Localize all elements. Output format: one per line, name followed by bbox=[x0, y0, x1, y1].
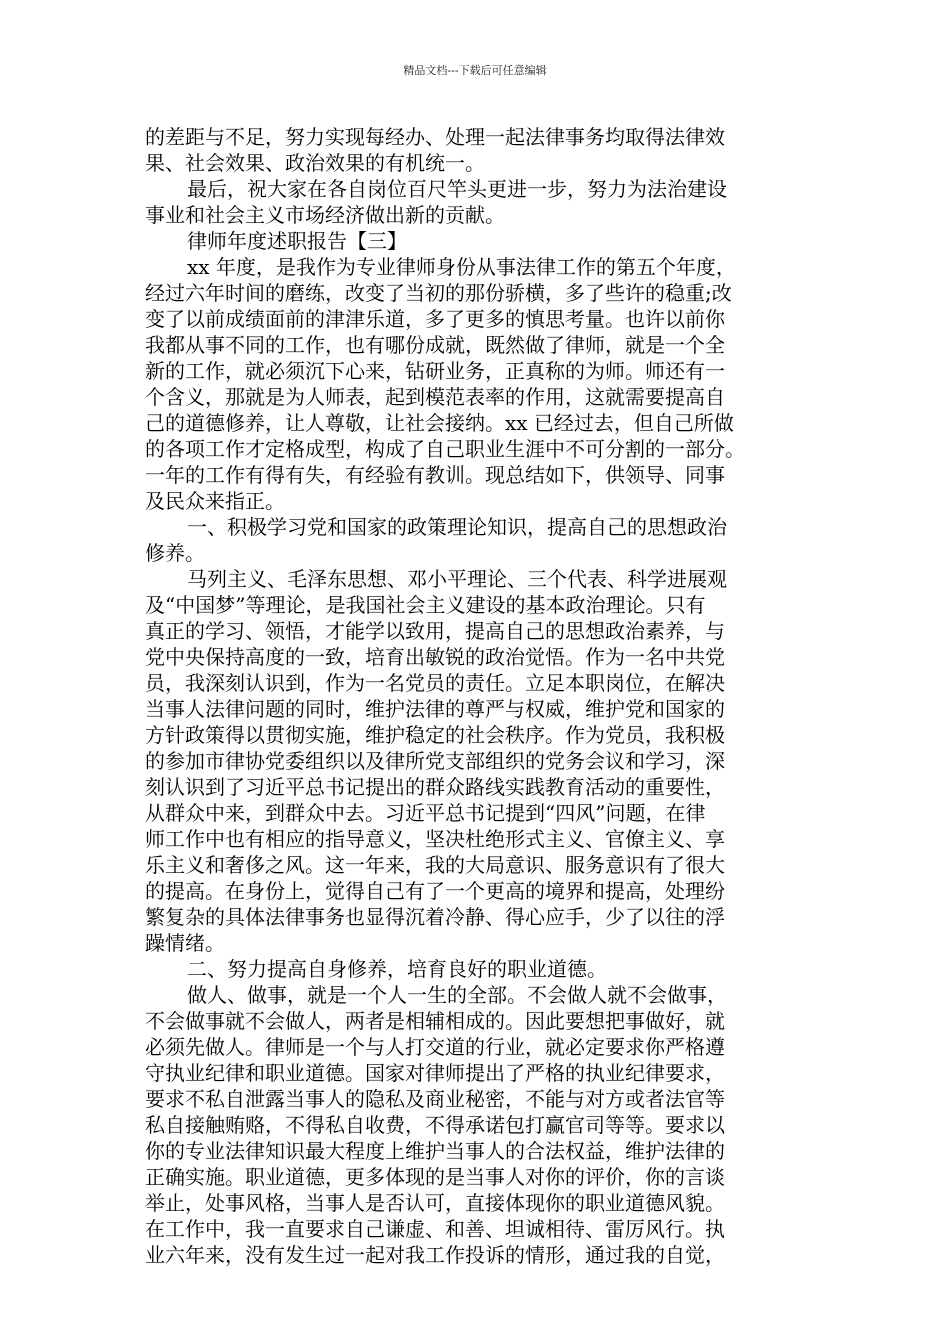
text-line: 的各项工作才定格成型，构成了自己职业生涯中不可分割的一部分。 bbox=[145, 437, 745, 461]
text-line: 马列主义、毛泽东思想、邓小平理论、三个代表、科学进展观 bbox=[187, 567, 727, 591]
text-line: 做人、做事，就是一个人一生的全部。不会做人就不会做事， bbox=[187, 983, 727, 1007]
text-line: 律师年度述职报告【三】 bbox=[187, 229, 407, 253]
text-line: 己的道德修养，让人尊敬，让社会接纳。xx 已经过去，但自己所做 bbox=[145, 411, 734, 435]
text-line: 必须先做人。律师是一个与人打交道的行业，就必定要求你严格遵 bbox=[145, 1035, 725, 1059]
text-line: 不会做事就不会做人，两者是相辅相成的。因此要想把事做好，就 bbox=[145, 1009, 725, 1033]
text-line: 从群众中来，到群众中去。习近平总书记提到“四风”问题，在律 bbox=[145, 801, 706, 825]
text-line: 刻认识到了习近平总书记提出的群众路线实践教育活动的重要性， bbox=[145, 775, 725, 799]
text-line: 当事人法律问题的同时，维护法律的尊严与权威，维护党和国家的 bbox=[145, 697, 725, 721]
page-header: 精品文档---下载后可任意编辑 bbox=[403, 64, 547, 77]
text-line: 党中央保持高度的一致，培育出敏锐的政治觉悟。作为一名中共党 bbox=[145, 645, 725, 669]
text-line: 在工作中，我一直要求自己谦虚、和善、坦诚相待、雷厉风行。执 bbox=[145, 1217, 725, 1241]
text-line: 举止，处事风格，当事人是否认可，直接体现你的职业道德风貌。 bbox=[145, 1191, 725, 1215]
text-line: 的参加市律协党委组织以及律所党支部组织的党务会议和学习，深 bbox=[145, 749, 725, 773]
text-line: 变了以前成绩面前的津津乐道，多了更多的慎思考量。也许以前你 bbox=[145, 307, 725, 331]
text-line: 的差距与不足，努力实现每经办、处理一起法律事务均取得法律效 bbox=[145, 125, 725, 149]
text-line: 修养。 bbox=[145, 541, 205, 565]
text-line: 正确实施。职业道德，更多体现的是当事人对你的评价，你的言谈 bbox=[145, 1165, 725, 1189]
text-line: 守执业纪律和职业道德。国家对律师提出了严格的执业纪律要求， bbox=[145, 1061, 725, 1085]
text-line: 二、努力提高自身修养，培育良好的职业道德。 bbox=[187, 957, 607, 981]
text-line: 员，我深刻认识到，作为一名党员的责任。立足本职岗位，在解决 bbox=[145, 671, 725, 695]
text-line: 要求不私自泄露当事人的隐私及商业秘密，不能与对方或者法官等 bbox=[145, 1087, 725, 1111]
text-line: 方针政策得以贯彻实施，维护稳定的社会秩序。作为党员，我积极 bbox=[145, 723, 725, 747]
text-line: 真正的学习、领悟，才能学以致用，提高自己的思想政治素养，与 bbox=[145, 619, 725, 643]
text-line: 私自接触贿赂，不得私自收费，不得承诺包打赢官司等等。要求以 bbox=[145, 1113, 725, 1137]
text-line: 繁复杂的具体法律事务也显得沉着冷静、得心应手，少了以往的浮 bbox=[145, 905, 725, 929]
text-line: xx 年度，是我作为专业律师身份从事法律工作的第五个年度， bbox=[187, 255, 736, 279]
text-line: 新的工作，就必须沉下心来，钻研业务，正真称的为师。师还有一 bbox=[145, 359, 725, 383]
text-line: 乐主义和奢侈之风。这一年来，我的大局意识、服务意识有了很大 bbox=[145, 853, 725, 877]
text-line: 业六年来，没有发生过一起对我工作投诉的情形，通过我的自觉， bbox=[145, 1243, 725, 1267]
text-line: 最后，祝大家在各自岗位百尺竿头更进一步，努力为法治建设 bbox=[187, 177, 727, 201]
text-line: 及“中国梦”等理论，是我国社会主义建设的基本政治理论。只有 bbox=[145, 593, 706, 617]
text-line: 个含义，那就是为人师表，起到模范表率的作用，这就需要提高自 bbox=[145, 385, 725, 409]
text-line: 及民众来指正。 bbox=[145, 489, 285, 513]
text-line: 一年的工作有得有失，有经验有教训。现总结如下，供领导、同事 bbox=[145, 463, 725, 487]
text-line: 的提高。在身份上，觉得自己有了一个更高的境界和提高，处理纷 bbox=[145, 879, 725, 903]
document-body bbox=[145, 124, 835, 1268]
text-line: 一、积极学习党和国家的政策理论知识，提高自己的思想政治 bbox=[187, 515, 727, 539]
text-line: 师工作中也有相应的指导意义，坚决杜绝形式主义、官僚主义、享 bbox=[145, 827, 725, 851]
text-line: 你的专业法律知识最大程度上维护当事人的合法权益，维护法律的 bbox=[145, 1139, 725, 1163]
text-line: 果、社会效果、政治效果的有机统一。 bbox=[145, 151, 485, 175]
text-line: 经过六年时间的磨练，改变了当初的那份骄横，多了些许的稳重;改 bbox=[145, 281, 732, 305]
text-line: 我都从事不同的工作，也有哪份成就，既然做了律师，就是一个全 bbox=[145, 333, 725, 357]
text-line: 事业和社会主义市场经济做出新的贡献。 bbox=[145, 203, 505, 227]
text-line: 躁情绪。 bbox=[145, 931, 225, 955]
